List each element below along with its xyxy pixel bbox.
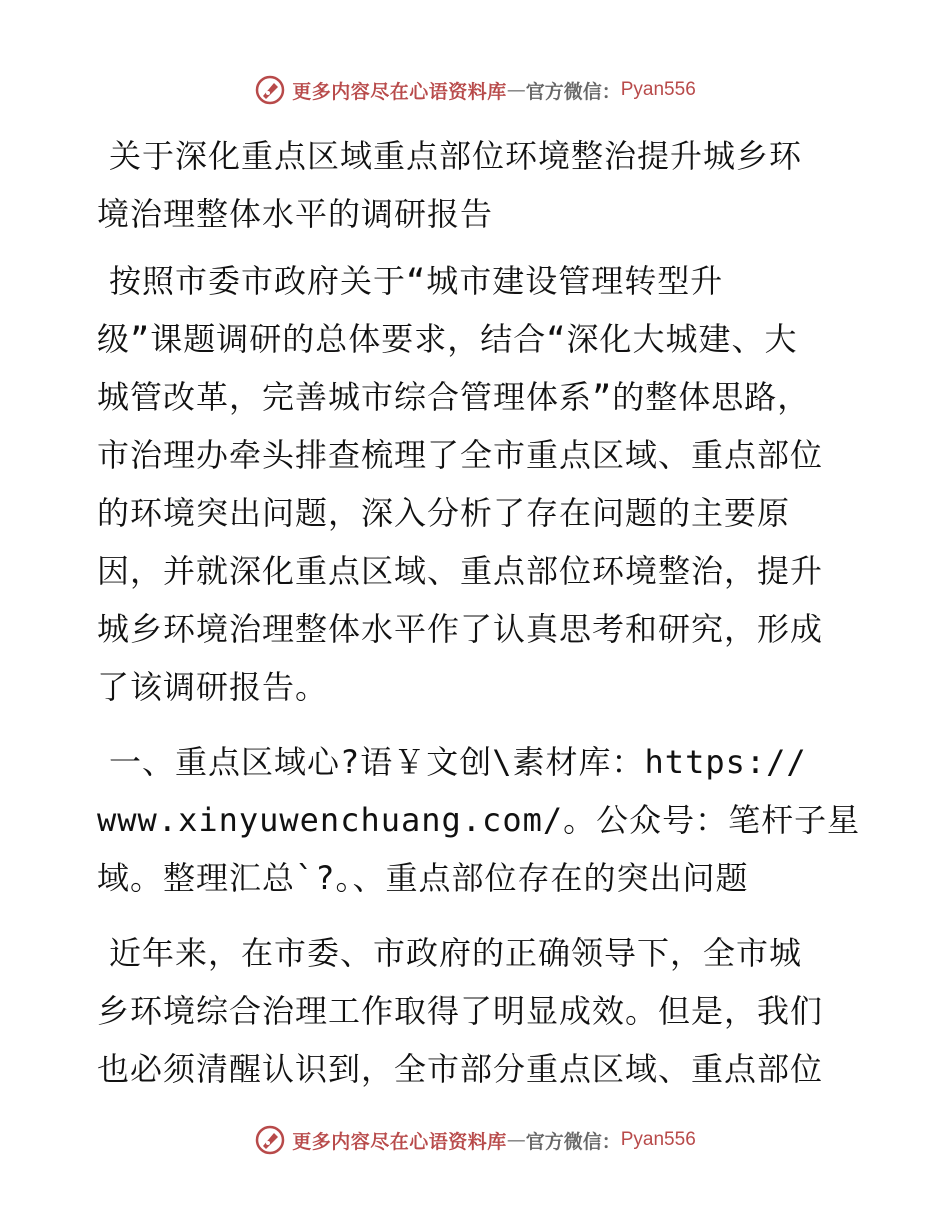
watermark-handle: Pyan556 <box>620 1129 696 1150</box>
paragraph-line: 乡环境综合治理工作取得了明显成效。但是，我们 <box>97 992 824 1030</box>
document-title <box>97 127 857 243</box>
paragraph-line: 城管改革，完善城市综合管理体系”的整体思路， <box>97 378 811 416</box>
watermark-brand: 更多内容尽在心语资料库 <box>292 80 507 103</box>
paragraph-line: 近年来，在市委、市政府的正确领导下，全市城 <box>109 934 803 972</box>
paragraph-line: 了该调研报告。 <box>97 668 329 706</box>
watermark-official: 官方微信： <box>525 1130 621 1153</box>
paragraph-line: 因，并就深化重点区域、重点部位环境整治，提升 <box>97 552 824 590</box>
paragraph-line: 也必须清醒认识到，全市部分重点区域、重点部位 <box>97 1050 824 1088</box>
watermark-brand: 更多内容尽在心语资料库 <box>292 1130 507 1153</box>
paragraph-intro <box>97 252 857 716</box>
paragraph-body <box>97 924 857 1098</box>
pen-nib-logo-icon <box>254 1124 286 1156</box>
paragraph-line: 的环境突出问题，深入分析了存在问题的主要原 <box>97 494 791 532</box>
section-line: www.xinyuwenchuang.com/。公众号：笔杆子星 <box>97 801 861 839</box>
watermark-separator: — <box>506 79 526 101</box>
section-line: 域。整理汇总`?。、重点部位存在的突出问题 <box>97 859 749 897</box>
watermark-official: 官方微信： <box>525 80 621 103</box>
pen-nib-logo-icon <box>254 74 286 106</box>
section-heading-1 <box>97 733 861 907</box>
title-line: 境治理整体水平的调研报告 <box>97 195 494 233</box>
paragraph-line: 级”课题调研的总体要求，结合“深化大城建、大 <box>97 320 798 358</box>
watermark-separator: — <box>506 1129 526 1151</box>
section-line: 一、重点区域心?语￥文创\素材库：https:// <box>109 743 807 781</box>
title-line: 关于深化重点区域重点部位环境整治提升城乡环 <box>109 137 803 175</box>
paragraph-line: 市治理办牵头排查梳理了全市重点区域、重点部位 <box>97 436 824 474</box>
watermark-banner-bottom <box>0 1120 950 1160</box>
paragraph-line: 城乡环境治理整体水平作了认真思考和研究，形成 <box>97 610 824 648</box>
watermark-handle: Pyan556 <box>620 79 696 100</box>
paragraph-line: 按照市委市政府关于“城市建设管理转型升 <box>109 262 724 300</box>
watermark-banner-top <box>0 70 950 110</box>
